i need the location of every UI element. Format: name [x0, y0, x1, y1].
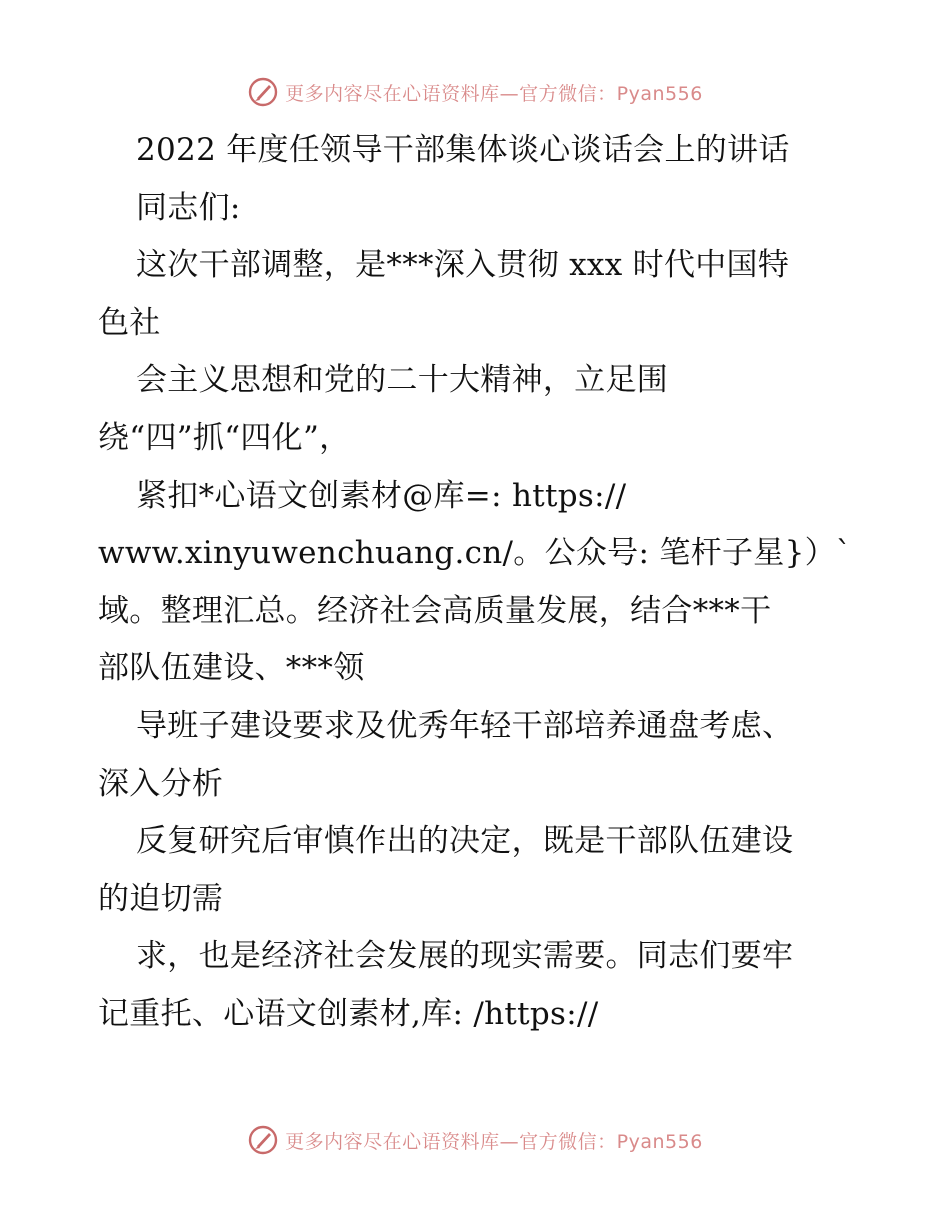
- document-line: 记重托、心语文创素材,库: /https://: [98, 995, 599, 1032]
- document-line: 导班子建设要求及优秀年轻干部培养通盘考虑、: [136, 707, 794, 744]
- document-line: 深入分析: [98, 765, 224, 802]
- footer-banner-text: 更多内容尽在心语资料库—官方微信：Pyan556: [285, 1130, 703, 1153]
- header-banner: [0, 72, 950, 112]
- document-line: www.xinyuwenchuang.cn/。公众号: 笔杆子星}）`: [98, 535, 852, 572]
- document-line: 反复研究后审慎作出的决定，既是干部队伍建设: [136, 823, 794, 860]
- document-line: 色社: [98, 304, 161, 341]
- document-line: 绕“四”抓“四化”，: [98, 419, 351, 456]
- document-line: 域。整理汇总。经济社会高质量发展，结合***干: [98, 592, 772, 629]
- document-line: 的迫切需: [98, 880, 224, 917]
- footer-banner: [0, 1120, 950, 1160]
- brand-logo-icon: [247, 1124, 279, 1156]
- document-line: 2022 年度任领导干部集体谈心谈话会上的讲话: [136, 132, 790, 168]
- document-line: 紧扣*心语文创素材@库=: https://: [136, 477, 627, 514]
- brand-logo-icon: [247, 76, 279, 108]
- document-line: 会主义思想和党的二十大精神，立足围: [136, 362, 669, 399]
- document-line: 求，也是经济社会发展的现实需要。同志们要牢: [136, 938, 794, 975]
- document-body: [98, 122, 858, 1044]
- document-line: 部队伍建设、***领: [98, 650, 365, 687]
- document-line: 这次干部调整，是***深入贯彻 xxx 时代中国特: [136, 247, 790, 284]
- header-banner-text: 更多内容尽在心语资料库—官方微信：Pyan556: [285, 82, 703, 105]
- document-line: 同志们:: [136, 189, 241, 226]
